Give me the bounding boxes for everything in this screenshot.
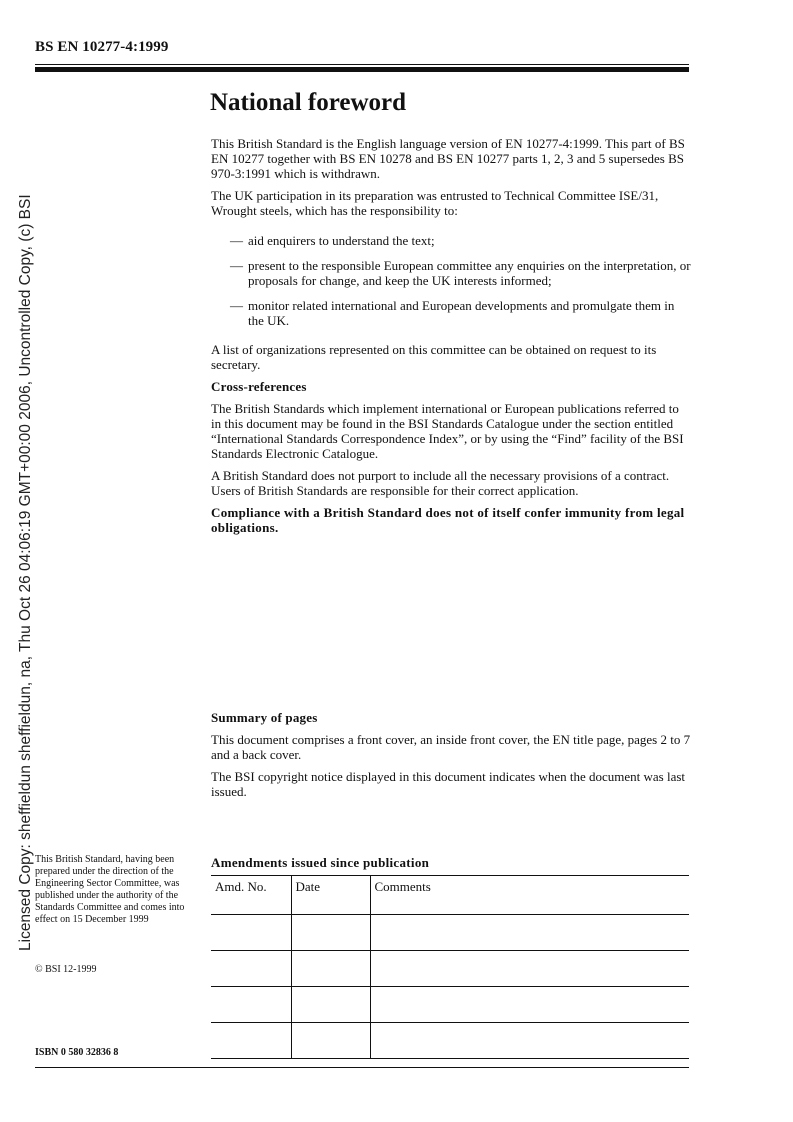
- responsibility-list: [211, 233, 691, 328]
- summary-paragraph-2: The BSI copyright notice displayed in this document indicates when the document was last issued.: [211, 769, 686, 799]
- dash-bullet: —: [230, 298, 243, 313]
- dash-bullet: —: [230, 233, 243, 248]
- column-header-amd-no: Amd. No.: [211, 876, 291, 915]
- header-rule-thin: [35, 64, 689, 65]
- list-item: [211, 233, 691, 248]
- summary-heading: Summary of pages: [211, 710, 318, 725]
- table-cell: [211, 951, 291, 987]
- amendments-title: Amendments issued since publication: [211, 855, 430, 870]
- table-cell: [211, 1023, 291, 1059]
- intro-paragraph-2: The UK participation in its preparation was entrusted to Technical Committee ISE/31, Wrought steels, which has the responsibility to:: [211, 188, 659, 218]
- foreword-body: [211, 136, 691, 542]
- table-cell: [370, 987, 689, 1023]
- page-title: National foreword: [210, 89, 407, 116]
- license-watermark: Licensed Copy: sheffieldun sheffieldun, na, Thu Oct 26 04:06:19 GMT+00:00 2006, Uncontrolled Copy, (c) BSI: [17, 194, 34, 951]
- column-header-comments: Comments: [370, 876, 689, 915]
- compliance-statement: Compliance with a British Standard does not of itself confer immunity from legal obligations.: [211, 505, 685, 535]
- cross-references-paragraph-2: A British Standard does not purport to include all the necessary provisions of a contract. Users of British Standards are responsible for their correct application.: [211, 468, 670, 498]
- table-cell: [211, 987, 291, 1023]
- table-cell: [291, 1023, 370, 1059]
- cross-references-paragraph-1: The British Standards which implement international or European publications referred to in this document may be found in the BSI Standards Catalogue under the section entitled “International Standards Correspondence Index”, or by using the “Find” facility of the BSI Standards Electronic Catalogue.: [211, 401, 684, 461]
- amendments-table: [211, 875, 689, 1059]
- header-rule-thick: [35, 67, 689, 72]
- table-cell: [370, 951, 689, 987]
- table-cell: [211, 915, 291, 951]
- table-cell: [291, 987, 370, 1023]
- list-item-text: present to the responsible European committee any enquiries on the interpretation, or proposals for change, and keep the UK interests informed;: [248, 258, 691, 288]
- table-row: [211, 987, 689, 1023]
- summary-paragraph-1: This document comprises a front cover, an inside front cover, the EN title page, pages 2 to 7 and a back cover.: [211, 732, 691, 762]
- table-row: [211, 1023, 689, 1059]
- publication-note: This British Standard, having been prepared under the direction of the Engineering Sector Committee, was published under the authority of the Standards Committee and comes into effect on 15 December 1999: [35, 854, 185, 925]
- list-item: [211, 298, 691, 328]
- table-cell: [370, 1023, 689, 1059]
- dash-bullet: —: [230, 258, 243, 273]
- committee-paragraph: A list of organizations represented on this committee can be obtained on request to its secretary.: [211, 342, 657, 372]
- list-item: [211, 258, 691, 288]
- intro-paragraph-1: This British Standard is the English language version of EN 10277-4:1999. This part of BS EN 10277 together with BS EN 10278 and BS EN 10277 parts 1, 2, 3 and 5 supersedes BS 970-3:1991 which is withdrawn.: [211, 136, 685, 181]
- table-cell: [291, 915, 370, 951]
- copyright-notice: © BSI 12-1999: [35, 964, 97, 975]
- table-cell: [370, 915, 689, 951]
- table-header-row: [211, 876, 689, 915]
- list-item-text: monitor related international and European developments and promulgate them in the UK.: [248, 298, 675, 328]
- list-item-text: aid enquirers to understand the text;: [248, 233, 435, 248]
- isbn: ISBN 0 580 32836 8: [35, 1047, 119, 1058]
- footer-rule: [35, 1067, 689, 1068]
- table-row: [211, 951, 689, 987]
- cross-references-heading: Cross-references: [211, 379, 307, 394]
- document-id: BS EN 10277-4:1999: [35, 39, 169, 55]
- table-row: [211, 915, 689, 951]
- summary-section: [211, 710, 691, 806]
- column-header-date: Date: [291, 876, 370, 915]
- table-cell: [291, 951, 370, 987]
